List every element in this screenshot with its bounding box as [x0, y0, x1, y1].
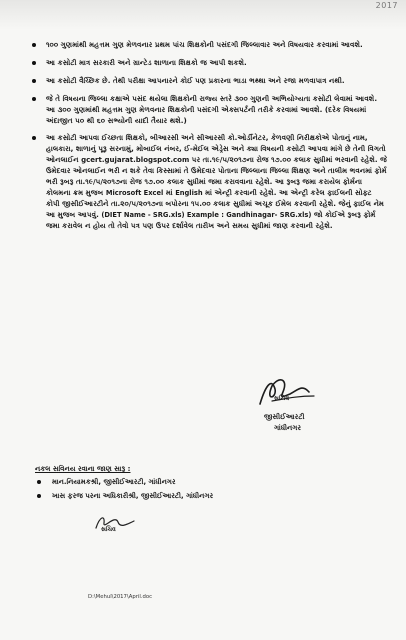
- document-file-path: D:\Mehul\2017\April.doc: [88, 594, 153, 600]
- bullet-point: આ કસોટી માત્ર સરકારી અને ગ્રાન્ટેડ શાળાના શિક્ષકો જ આપી શકશે.: [32, 58, 387, 69]
- small-signature: [91, 510, 141, 535]
- page-top-shadow: [0, 0, 406, 30]
- bullet-point: જે તે વિષયના જિલ્લા કક્ષાએ પસંદ થયેલા શિક્ષકોની રાજ્ય સ્તરે ૩૦૦ ગુણની અભિયોગ્યતા કસોટી લેવામાં આવશે. આ ૩૦૦ ગુણમાંથી મહત્તમ ગુણ મેળવનાર શિક્ષકોની પસંદગી એક્સપર્ટની તરીકે કરવામાં આવશે. (દરેક વિષયમાં અંદાજીત ૫૦ થી ૬૦ સભ્યોની યાદી તૈયાર થશે.): [32, 94, 387, 127]
- bullet-point: ૧૦૦ ગુણમાંથી મહત્તમ ગુણ મેળવનાર પ્રથમ પાંચ શિક્ષકોની પસંદગી જિલ્લાવાર અને વિષયવાર કરવામાં આવશે.: [32, 40, 387, 51]
- file-name-format: (DIET Name - SRG.xls) Example : Gandhinagar- SRG.xls): [101, 210, 312, 219]
- copy-recipient: માન.નિયામકશ્રી, જીસીઈઆરટી, ગાંધીનગર: [35, 477, 365, 488]
- top-cut-text: 2017: [375, 1, 398, 10]
- circular-bullet-list: [32, 40, 387, 239]
- organization-city: ગાંધીનગર: [274, 424, 301, 432]
- secretary-signature: [254, 374, 334, 412]
- copy-to-heading: નકલ સવિનય રવાના જાણ સારૂ :: [35, 465, 131, 473]
- registration-text-4: માં એન્ટ્રી કરવાની રહેશે. આ એન્ટ્રી કરેલ ફાઈલની સોફ્ટ કોપી જીસીઈઆરટીને તા.૨૦/૫/૨૦૧૭ના બપોરના ૧૫.૦૦ કલાક સુધીમાં અચૂક ઈમેલ કરવાની રહેશે. જેનું ફાઈલ નેમ આ મુજબ આપવું.: [46, 187, 385, 219]
- secretary-title: સચિવ: [274, 395, 290, 402]
- registration-text-2: પર તા.૧૯/૫/૨૦૧૭ના રોજ ૧૭.૦૦ કલાક સુધીમાં ભરવાની રહેશે. જે ઉમેદવાર ઓનલાઈન ભરી ન શકે તેવા કિસ્સામાં તે ઉમેદવાર પોતાના જિલ્લાના જિલ્લા શિક્ષણ અને તાલીમ ભવનમાં ફોર્મ ભરી રૂબરૂ તા.૧૯/૫/૨૦૧૭ના રોજ ૧૭.૦૦ કલાક સુધીમાં જમા કરાવવાના રહેશે. આ રૂબરૂ જમા કરાયેલ ફોર્મના કોલમના ક્રમ મુજબ: [46, 155, 387, 197]
- bullet-point-registration: [32, 133, 387, 231]
- small-signature-title: સચિવ: [101, 526, 116, 533]
- english-label: English: [175, 188, 203, 197]
- organization-name: જીસીઈઆરટી: [264, 412, 305, 421]
- copy-to-list: [35, 477, 365, 505]
- copy-recipient: ખાસ ફરજ પરના અધિકારીશ્રી, જીસીઈઆરટી, ગાંધીનગર: [35, 491, 365, 502]
- bullet-point: આ કસોટી વૈચ્છિક છે. તેથી પરીક્ષા આપનારને કોઈ પણ પ્રકારના ભાડા ભથ્થા અને રજા મળવાપાત્ર નથી.: [32, 76, 387, 87]
- blog-link: gcert.gujarat.blogspot.com: [81, 156, 190, 165]
- registration-text-1: આ કસોટી આપવા ઈચ્છતા શિક્ષકો, બીઆરસી અને સીઆરસી કો.ઓર્ડીનેટર, કેળવણી નિરીક્ષકોએ પોતાનું નામ, હાલકારા, શાળાનું પૂરૂ સરનામું, મોબાઈલ નંબર, ઈ-મેઈલ એડ્રેસ અને ક્યા વિષયની કસોટી આપવા માંગે છે તેની વિગતો ઓનલાઈન: [46, 133, 386, 165]
- excel-label: Microsoft Excel: [105, 188, 164, 197]
- registration-text-5: જો કોઈએ રૂબરૂ ફોર્મ જમા કરાવેલ ન હોય તો તેવો પત્ર પણ ઉપર દર્શાવેલ તારીખ અને સમય સુધીમાં જાણ કરવાની રહેશે.: [46, 209, 376, 230]
- registration-text-3: માં: [165, 187, 173, 197]
